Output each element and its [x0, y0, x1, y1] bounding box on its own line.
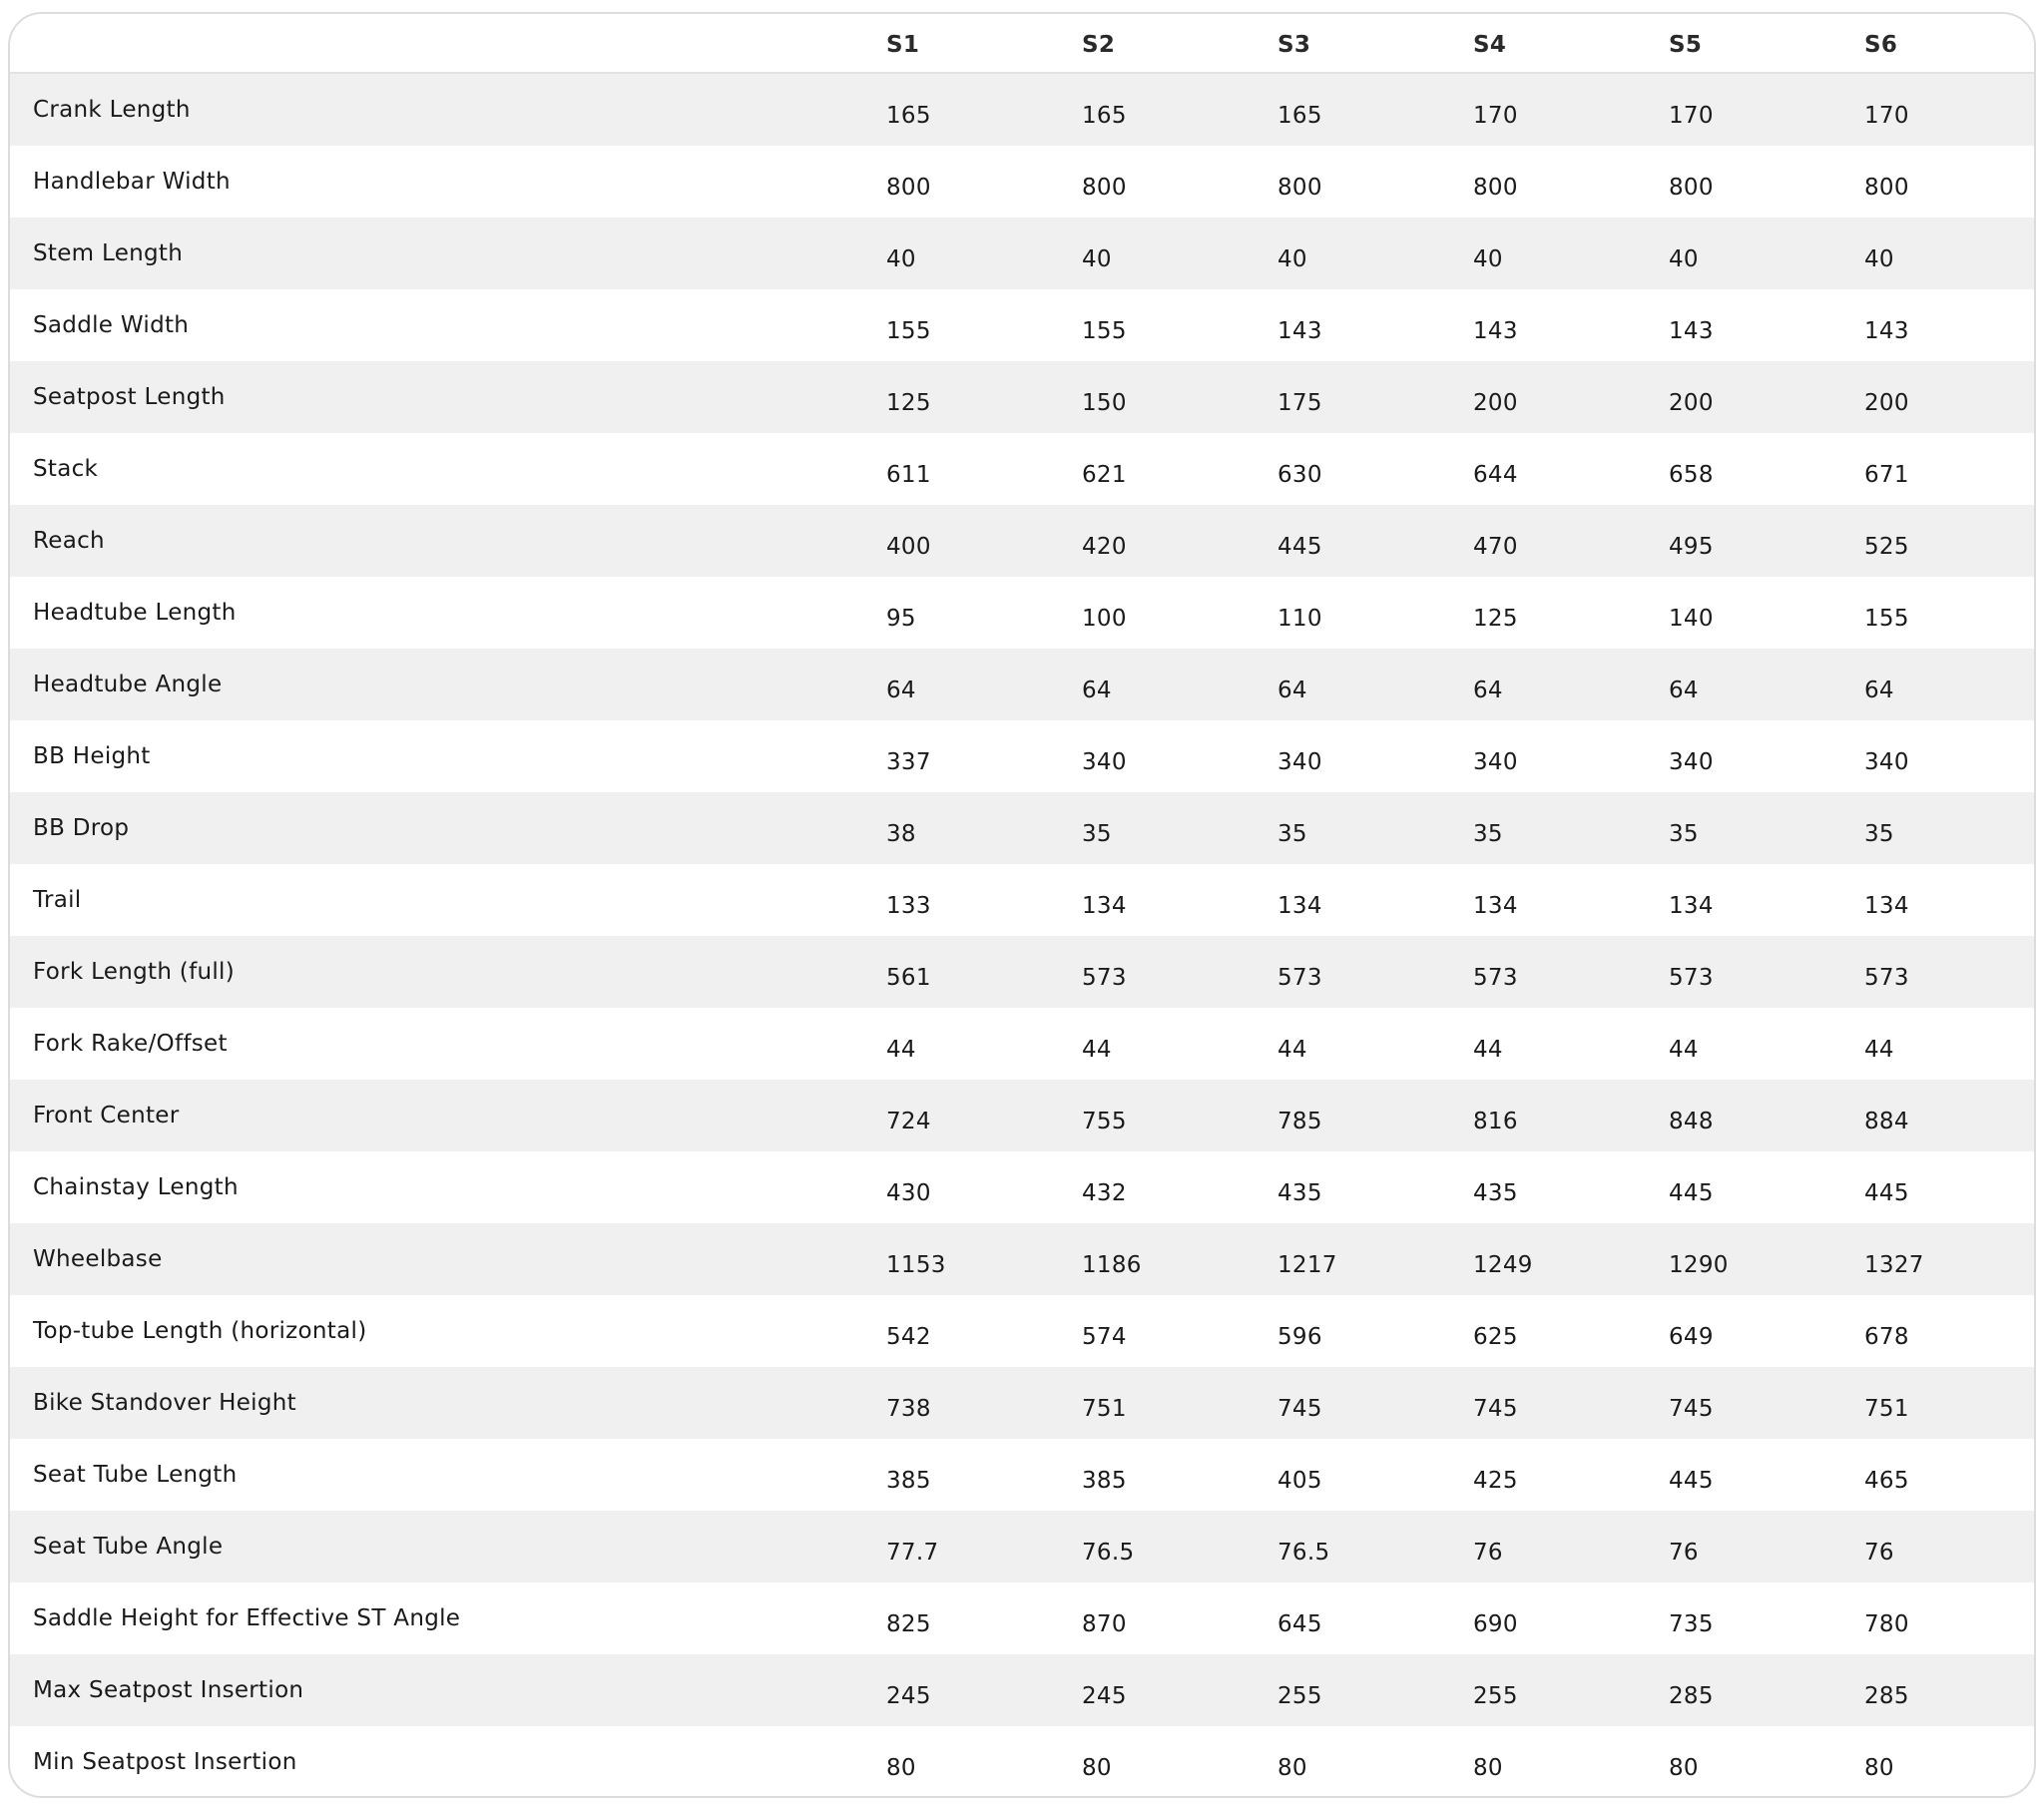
row-label: Seat Tube Length [33, 1462, 238, 1488]
cell-value: 165 [886, 103, 931, 129]
cell-value: 134 [1669, 893, 1714, 919]
column-header-s5: S5 [1669, 32, 1703, 58]
cell-value: 134 [1082, 893, 1127, 919]
cell-value: 40 [886, 246, 916, 272]
cell-value: 100 [1082, 606, 1127, 632]
cell-value: 420 [1082, 534, 1127, 560]
cell-value: 44 [886, 1037, 916, 1063]
cell-value: 800 [1082, 175, 1127, 201]
cell-value: 816 [1473, 1109, 1518, 1134]
cell-value: 134 [1278, 893, 1322, 919]
cell-value: 80 [1864, 1755, 1894, 1781]
row-label: Chainstay Length [33, 1174, 239, 1200]
cell-value: 340 [1082, 749, 1127, 775]
cell-value: 134 [1864, 893, 1909, 919]
cell-value: 445 [1278, 534, 1322, 560]
cell-value: 255 [1278, 1683, 1322, 1709]
cell-value: 35 [1473, 821, 1503, 847]
table-row [10, 218, 2034, 289]
cell-value: 735 [1669, 1611, 1714, 1637]
cell-value: 630 [1278, 462, 1322, 488]
cell-value: 573 [1669, 965, 1714, 991]
cell-value: 495 [1669, 534, 1714, 560]
table-row [10, 1654, 2034, 1726]
cell-value: 785 [1278, 1109, 1322, 1134]
cell-value: 400 [886, 534, 931, 560]
row-label: Wheelbase [33, 1246, 163, 1272]
cell-value: 170 [1473, 103, 1518, 129]
cell-value: 738 [886, 1396, 931, 1422]
cell-value: 64 [886, 678, 916, 703]
cell-value: 40 [1864, 246, 1894, 272]
table-row [10, 864, 2034, 936]
cell-value: 1217 [1278, 1252, 1337, 1278]
cell-value: 573 [1082, 965, 1127, 991]
row-label: Bike Standover Height [33, 1390, 296, 1416]
cell-value: 64 [1864, 678, 1894, 703]
cell-value: 800 [1473, 175, 1518, 201]
cell-value: 143 [1473, 318, 1518, 344]
cell-value: 165 [1082, 103, 1127, 129]
cell-value: 80 [886, 1755, 916, 1781]
cell-value: 644 [1473, 462, 1518, 488]
table-row [10, 1008, 2034, 1080]
cell-value: 80 [1082, 1755, 1112, 1781]
cell-value: 724 [886, 1109, 931, 1134]
cell-value: 245 [886, 1683, 931, 1709]
row-label: Reach [33, 528, 105, 554]
cell-value: 780 [1864, 1611, 1909, 1637]
table-row [10, 1582, 2034, 1654]
table-header-row [10, 14, 2034, 74]
table-row [10, 361, 2034, 433]
table-row [10, 505, 2034, 577]
cell-value: 40 [1082, 246, 1112, 272]
cell-value: 76 [1864, 1540, 1894, 1566]
column-header-s4: S4 [1473, 32, 1507, 58]
table-row [10, 792, 2034, 864]
cell-value: 573 [1864, 965, 1909, 991]
cell-value: 870 [1082, 1611, 1127, 1637]
cell-value: 44 [1082, 1037, 1112, 1063]
cell-value: 445 [1669, 1180, 1714, 1206]
cell-value: 38 [886, 821, 916, 847]
cell-value: 432 [1082, 1180, 1127, 1206]
cell-value: 645 [1278, 1611, 1322, 1637]
cell-value: 1153 [886, 1252, 946, 1278]
table-row [10, 74, 2034, 146]
cell-value: 76.5 [1082, 1540, 1135, 1566]
cell-value: 430 [886, 1180, 931, 1206]
cell-value: 470 [1473, 534, 1518, 560]
table-row [10, 289, 2034, 361]
cell-value: 596 [1278, 1324, 1322, 1350]
cell-value: 800 [1864, 175, 1909, 201]
cell-value: 200 [1473, 390, 1518, 416]
cell-value: 95 [886, 606, 916, 632]
cell-value: 155 [886, 318, 931, 344]
cell-value: 800 [886, 175, 931, 201]
cell-value: 435 [1473, 1180, 1518, 1206]
row-label: Trail [33, 887, 82, 913]
cell-value: 525 [1864, 534, 1909, 560]
cell-value: 64 [1278, 678, 1307, 703]
cell-value: 658 [1669, 462, 1714, 488]
cell-value: 385 [1082, 1468, 1127, 1494]
cell-value: 751 [1864, 1396, 1909, 1422]
cell-value: 625 [1473, 1324, 1518, 1350]
row-label: Crank Length [33, 97, 191, 123]
cell-value: 800 [1669, 175, 1714, 201]
row-label: Min Seatpost Insertion [33, 1749, 297, 1775]
cell-value: 800 [1278, 175, 1322, 201]
cell-value: 44 [1864, 1037, 1894, 1063]
table-row [10, 1223, 2034, 1295]
cell-value: 340 [1278, 749, 1322, 775]
cell-value: 35 [1278, 821, 1307, 847]
cell-value: 80 [1278, 1755, 1307, 1781]
column-header-s6: S6 [1864, 32, 1898, 58]
cell-value: 35 [1669, 821, 1699, 847]
table-row [10, 146, 2034, 218]
cell-value: 573 [1473, 965, 1518, 991]
cell-value: 200 [1864, 390, 1909, 416]
cell-value: 64 [1669, 678, 1699, 703]
cell-value: 80 [1473, 1755, 1503, 1781]
cell-value: 405 [1278, 1468, 1322, 1494]
table-row [10, 433, 2034, 505]
cell-value: 445 [1669, 1468, 1714, 1494]
table-row [10, 1726, 2034, 1798]
table-row [10, 936, 2034, 1008]
row-label: Headtube Length [33, 600, 237, 626]
cell-value: 133 [886, 893, 931, 919]
cell-value: 611 [886, 462, 931, 488]
cell-value: 285 [1669, 1683, 1714, 1709]
cell-value: 1290 [1669, 1252, 1729, 1278]
row-label: Headtube Angle [33, 672, 223, 697]
cell-value: 35 [1082, 821, 1112, 847]
cell-value: 678 [1864, 1324, 1909, 1350]
table-body [10, 74, 2034, 1798]
cell-value: 755 [1082, 1109, 1127, 1134]
cell-value: 44 [1669, 1037, 1699, 1063]
cell-value: 649 [1669, 1324, 1714, 1350]
cell-value: 143 [1864, 318, 1909, 344]
cell-value: 1327 [1864, 1252, 1924, 1278]
cell-value: 435 [1278, 1180, 1322, 1206]
row-label: Fork Length (full) [33, 959, 236, 985]
cell-value: 40 [1278, 246, 1307, 272]
cell-value: 150 [1082, 390, 1127, 416]
table-row [10, 1439, 2034, 1511]
cell-value: 245 [1082, 1683, 1127, 1709]
cell-value: 125 [886, 390, 931, 416]
cell-value: 751 [1082, 1396, 1127, 1422]
cell-value: 825 [886, 1611, 931, 1637]
row-label: Saddle Width [33, 312, 190, 338]
cell-value: 745 [1473, 1396, 1518, 1422]
cell-value: 340 [1864, 749, 1909, 775]
cell-value: 465 [1864, 1468, 1909, 1494]
cell-value: 175 [1278, 390, 1322, 416]
row-label: Stack [33, 456, 99, 482]
cell-value: 573 [1278, 965, 1322, 991]
cell-value: 337 [886, 749, 931, 775]
cell-value: 170 [1864, 103, 1909, 129]
cell-value: 690 [1473, 1611, 1518, 1637]
cell-value: 76.5 [1278, 1540, 1330, 1566]
row-label: BB Height [33, 743, 151, 769]
row-label: Handlebar Width [33, 169, 231, 195]
cell-value: 40 [1669, 246, 1699, 272]
column-header-s1: S1 [886, 32, 920, 58]
cell-value: 155 [1082, 318, 1127, 344]
table-row [10, 1080, 2034, 1151]
cell-value: 35 [1864, 821, 1894, 847]
cell-value: 64 [1082, 678, 1112, 703]
column-header-s3: S3 [1278, 32, 1311, 58]
cell-value: 64 [1473, 678, 1503, 703]
cell-value: 340 [1473, 749, 1518, 775]
cell-value: 745 [1669, 1396, 1714, 1422]
cell-value: 1186 [1082, 1252, 1142, 1278]
cell-value: 143 [1669, 318, 1714, 344]
cell-value: 76 [1473, 1540, 1503, 1566]
geometry-table [8, 12, 2036, 1798]
row-label: Seatpost Length [33, 384, 226, 410]
row-label: Front Center [33, 1103, 180, 1129]
cell-value: 621 [1082, 462, 1127, 488]
row-label: Seat Tube Angle [33, 1534, 224, 1560]
cell-value: 671 [1864, 462, 1909, 488]
table-row [10, 720, 2034, 792]
column-header-s2: S2 [1082, 32, 1116, 58]
cell-value: 285 [1864, 1683, 1909, 1709]
cell-value: 40 [1473, 246, 1503, 272]
cell-value: 80 [1669, 1755, 1699, 1781]
table-row [10, 1295, 2034, 1367]
cell-value: 445 [1864, 1180, 1909, 1206]
cell-value: 76 [1669, 1540, 1699, 1566]
row-label: Fork Rake/Offset [33, 1031, 228, 1057]
cell-value: 44 [1473, 1037, 1503, 1063]
cell-value: 140 [1669, 606, 1714, 632]
row-label: Stem Length [33, 240, 184, 266]
table-row [10, 1367, 2034, 1439]
cell-value: 200 [1669, 390, 1714, 416]
cell-value: 1249 [1473, 1252, 1533, 1278]
cell-value: 745 [1278, 1396, 1322, 1422]
cell-value: 884 [1864, 1109, 1909, 1134]
cell-value: 143 [1278, 318, 1322, 344]
row-label: Top-tube Length (horizontal) [33, 1318, 367, 1344]
cell-value: 165 [1278, 103, 1322, 129]
cell-value: 110 [1278, 606, 1322, 632]
cell-value: 77.7 [886, 1540, 939, 1566]
cell-value: 425 [1473, 1468, 1518, 1494]
cell-value: 170 [1669, 103, 1714, 129]
cell-value: 542 [886, 1324, 931, 1350]
row-label: Max Seatpost Insertion [33, 1677, 304, 1703]
row-label: Saddle Height for Effective ST Angle [33, 1605, 461, 1631]
cell-value: 385 [886, 1468, 931, 1494]
cell-value: 125 [1473, 606, 1518, 632]
cell-value: 340 [1669, 749, 1714, 775]
table-row [10, 1151, 2034, 1223]
cell-value: 44 [1278, 1037, 1307, 1063]
table-row [10, 649, 2034, 720]
cell-value: 561 [886, 965, 931, 991]
cell-value: 134 [1473, 893, 1518, 919]
row-label: BB Drop [33, 815, 130, 841]
cell-value: 155 [1864, 606, 1909, 632]
cell-value: 255 [1473, 1683, 1518, 1709]
table-row [10, 1511, 2034, 1582]
cell-value: 574 [1082, 1324, 1127, 1350]
table-row [10, 577, 2034, 649]
cell-value: 848 [1669, 1109, 1714, 1134]
